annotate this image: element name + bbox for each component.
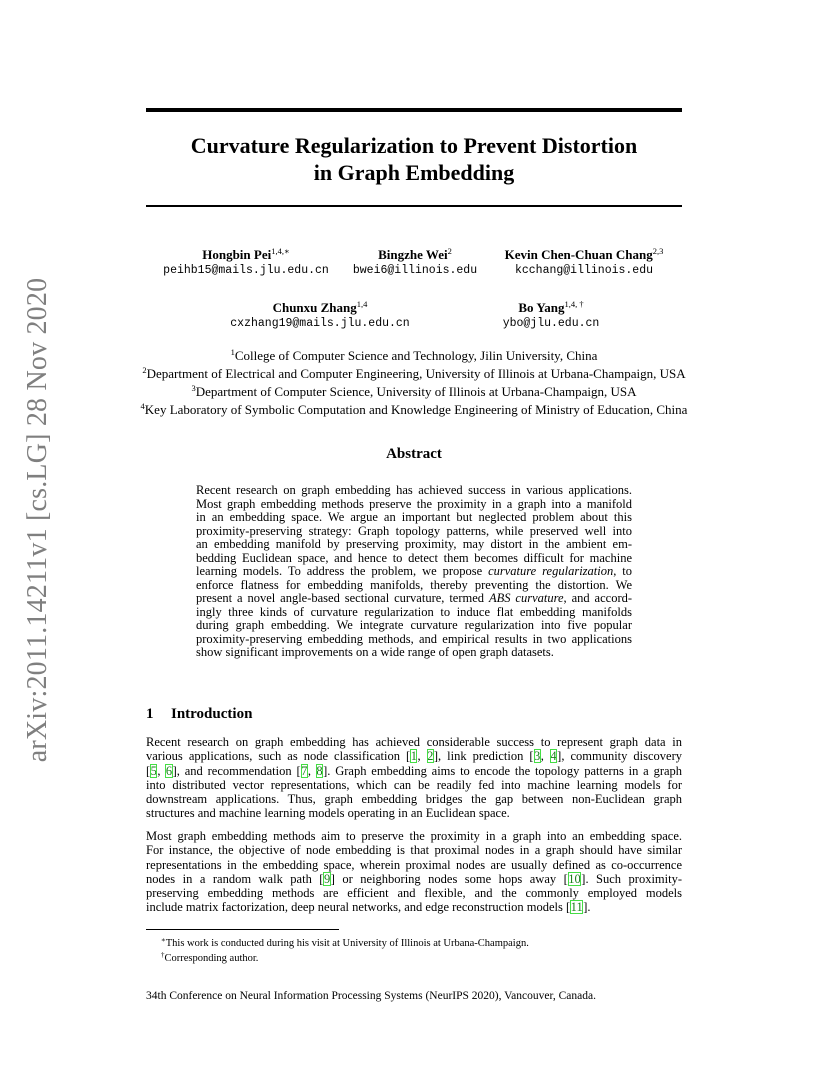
- intro-paragraph-1: [146, 735, 682, 821]
- paper-title: [146, 132, 682, 186]
- author-name: Bo Yang: [518, 300, 565, 315]
- abstract-line: enforce flatness for embedding manifolds, thereby preventing the distortion. We: [196, 577, 632, 592]
- author-affil-sup: 1,4, †: [564, 299, 584, 309]
- citation-link[interactable]: 2: [427, 749, 434, 764]
- affiliation-line: $^1$College of Computer Science and Technology, Jilin University, China: [230, 347, 598, 363]
- abstract-line: proximity-preserving strategy: Graph topology patterns, while preserved well into: [196, 523, 632, 538]
- para-line: downstream applications. Thus, graph embedding bridges the gap between non-Euclidean graph: [146, 792, 682, 807]
- footnote-1: ∗This work is conducted during his visit at University of Illinois at Urbana-Champaign.: [161, 936, 529, 949]
- author-email[interactable]: kcchang@illinois.edu: [514, 264, 654, 277]
- abstract-line: show significant improvements on a wide range of open graph datasets.: [196, 645, 554, 659]
- citation-link[interactable]: 4: [550, 749, 557, 764]
- para-line: various applications, such as node classification [1, 2], link prediction [3, 4], community discovery: [146, 749, 683, 764]
- title-line-1: Curvature Regularization to Prevent Distortion: [190, 133, 638, 158]
- author-email[interactable]: bwei6@illinois.edu: [352, 264, 478, 277]
- abstract-line: bedding Euclidean space, and hence to detect them becomes difficult for machine: [196, 550, 632, 565]
- author-name: Bingzhe Wei: [378, 247, 448, 262]
- abstract-line: ingly three kinds of curvature regularization to induce flat embedding manifolds: [196, 604, 632, 619]
- title-line-2: in Graph Embedding: [313, 160, 515, 185]
- footnote-2: †Corresponding author.: [161, 951, 259, 964]
- citation-link[interactable]: 8: [316, 763, 323, 778]
- abstract-line: Most graph embedding methods preserve the proximity in a graph into a manifold: [196, 496, 632, 511]
- abstract-heading: Abstract: [386, 446, 442, 462]
- para-line: representations in the embedding space, wherein proximal nodes are usually defined as co-occurrence: [146, 857, 682, 872]
- para-line: Recent research on graph embedding has achieved considerable success to represent graph data in: [146, 735, 682, 749]
- abstract-line: during graph embedding. We integrate curvature regularization into five popular: [196, 618, 632, 632]
- author-affil-sup: 1,4,∗: [271, 246, 290, 256]
- author-name: Kevin Chen-Chuan Chang: [504, 247, 653, 262]
- para-line: [5, 6], and recommendation [7, 8]. Graph embedding aims to encode the topology patterns in a graph: [146, 763, 683, 778]
- author-chunxu-zhang: [230, 296, 409, 332]
- abstract-line: an embedding manifold by preserving proximity, may distort in the ambient em-: [196, 537, 632, 551]
- author-hongbin-pei: [163, 243, 329, 279]
- abstract-line: present a novel angle-based sectional curvature, termed ABS curvature, and accord-: [196, 591, 633, 605]
- para-line: structures and machine learning models operating in an Euclidean space.: [146, 806, 510, 821]
- affiliation-line: $^3$Department of Computer Science, University of Illinois at Urbana-Champaign, USA: [191, 383, 637, 399]
- footnote-rule: [146, 929, 339, 930]
- author-affil-sup: 1,4: [356, 299, 368, 309]
- author-affil-sup: 2,3: [652, 246, 664, 256]
- citation-link[interactable]: 9: [323, 871, 331, 886]
- para-line: nodes in a random walk path [9] or neighboring nodes some hops away [10]. Such proximity-: [146, 871, 682, 886]
- citation-link[interactable]: 3: [534, 749, 541, 764]
- author-name: Hongbin Pei: [202, 247, 272, 262]
- para-line: preserving embedding methods are efficient and flexible, and the commonly employed models: [146, 886, 682, 901]
- abstract-line: in an embedding space. We argue an important but neglected problem about this: [196, 510, 632, 524]
- citation-link[interactable]: 10: [568, 871, 581, 886]
- section-heading: [146, 706, 252, 723]
- section-number: 1: [146, 706, 154, 722]
- citation-link[interactable]: 11: [570, 900, 583, 915]
- abstract-body: [196, 484, 632, 660]
- author-kevin-chang: [505, 243, 664, 279]
- abstract-line: Recent research on graph embedding has achieved success in various applications.: [196, 483, 632, 497]
- emphasis-term: ABS curvature: [488, 591, 564, 605]
- affiliation-line: $^2$Department of Electrical and Computer Engineering, University of Illinois at Urbana-Champaign, USA: [142, 365, 686, 381]
- para-line: into distributed vector representations, which can be readily fed into machine learning models for: [146, 777, 682, 792]
- citation-link[interactable]: 6: [165, 763, 173, 778]
- emphasis-term: curvature regularization: [488, 564, 614, 578]
- author-email[interactable]: peihb15@mails.jlu.edu.cn: [163, 264, 329, 277]
- author-email[interactable]: cxzhang19@mails.jlu.edu.cn: [230, 317, 410, 330]
- abstract-line: proximity-preserving embedding methods, and empirical results in two applications: [196, 631, 632, 646]
- section-title: Introduction: [171, 706, 253, 722]
- citation-link[interactable]: 7: [301, 763, 308, 778]
- author-bo-yang: [503, 296, 600, 332]
- arxiv-identifier: arXiv:2011.14211v1 [cs.LG] 28 Nov 2020: [22, 277, 53, 763]
- abstract-line: learning models. To address the problem, we propose curvature regularization, to: [196, 564, 633, 578]
- para-line: include matrix factorization, deep neural networks, and edge reconstruction models [11].: [146, 900, 591, 915]
- citation-link[interactable]: 1: [410, 749, 417, 764]
- author-name: Chunxu Zhang: [272, 300, 357, 315]
- conference-note: 34th Conference on Neural Information Processing Systems (NeurIPS 2020), Vancouver, Canada.: [146, 990, 596, 1002]
- affiliation-line: $^4$Key Laboratory of Symbolic Computation and Knowledge Engineering of Ministry of Education, China: [140, 401, 688, 417]
- affiliations: [100, 345, 728, 417]
- para-line: Most graph embedding methods aim to preserve the proximity in a graph into an embedding space.: [146, 829, 682, 843]
- title-bottom-rule: [146, 205, 682, 207]
- para-line: For instance, the objective of node embedding is that proximal nodes in a graph should have similar: [146, 843, 682, 858]
- author-bingzhe-wei: [353, 243, 477, 279]
- citation-link[interactable]: 5: [150, 763, 157, 778]
- title-top-rule: [146, 108, 682, 112]
- intro-paragraph-2: [146, 829, 682, 915]
- author-email[interactable]: ybo@jlu.edu.cn: [502, 317, 600, 330]
- author-affil-sup: 2: [447, 246, 452, 256]
